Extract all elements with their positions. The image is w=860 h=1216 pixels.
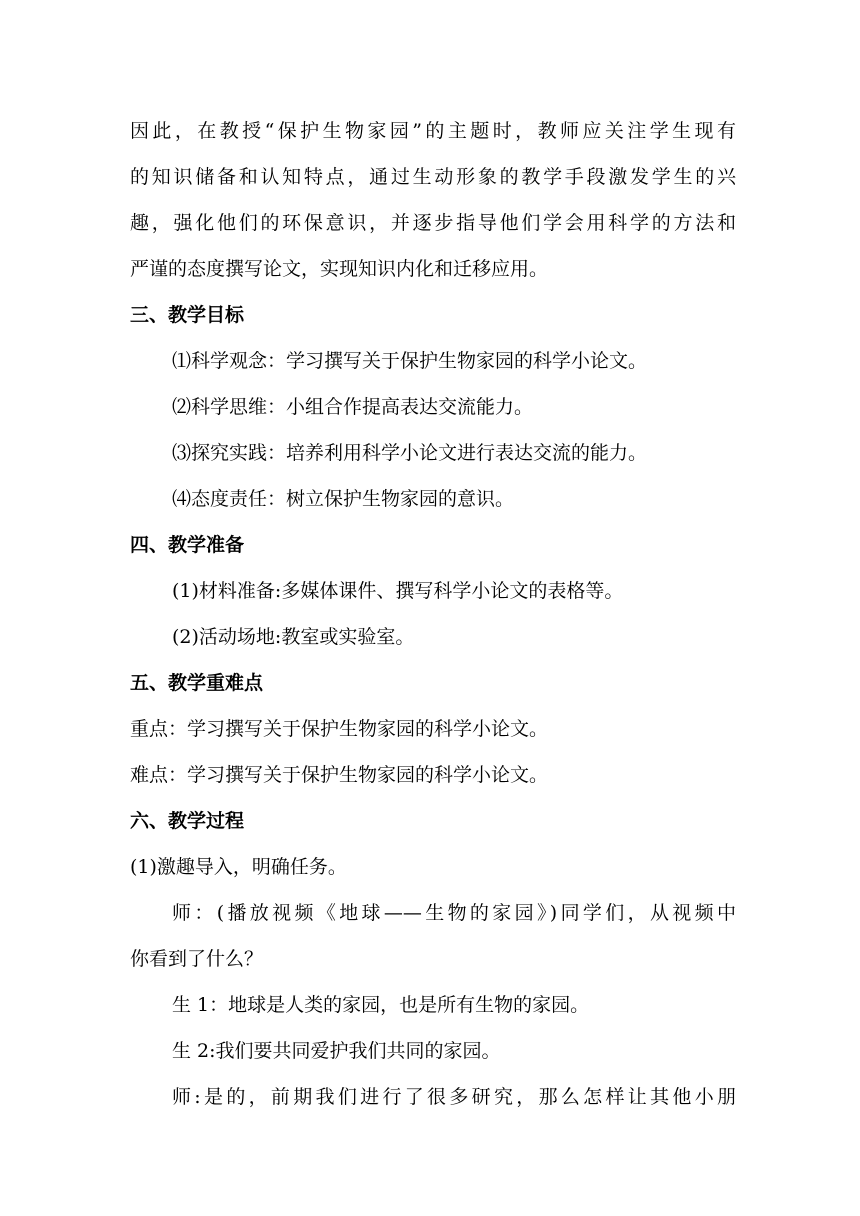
- key-point: 重点：学习撰写关于保护生物家园的科学小论文。: [130, 718, 549, 740]
- preparation-item: (1)材料准备:多媒体课件、撰写科学小论文的表格等。: [172, 580, 624, 602]
- dialogue-teacher-continued: 你看到了什么？: [130, 948, 264, 970]
- objective-item: ⑶探究实践：培养利用科学小论文进行表达交流的能力。: [172, 442, 648, 464]
- intro-line: 趣，强化他们的环保意识，并逐步指导他们学会用科学的方法和: [130, 212, 736, 234]
- section-heading-preparation: 四、教学准备: [130, 534, 245, 556]
- dialogue-student: 生 1：地球是人类的家园，也是所有生物的家园。: [172, 994, 590, 1016]
- document-page: [130, 108, 736, 1120]
- preparation-item: (2)活动场地:教室或实验室。: [172, 626, 415, 648]
- objective-item: ⑵科学思维：小组合作提高表达交流能力。: [172, 396, 534, 418]
- process-step: (1)激趣导入，明确任务。: [130, 856, 347, 878]
- intro-line: 的知识储备和认知特点，通过生动形象的教学手段激发学生的兴: [130, 166, 736, 188]
- dialogue-student: 生 2:我们要共同爱护我们共同的家园。: [172, 1040, 501, 1062]
- objective-item: ⑷态度责任：树立保护生物家园的意识。: [172, 488, 515, 510]
- dialogue-teacher: 师:是的，前期我们进行了很多研究，那么怎样让其他小朋: [172, 1086, 736, 1108]
- section-heading-key-points: 五、教学重难点: [130, 672, 264, 694]
- difficult-point: 难点：学习撰写关于保护生物家园的科学小论文。: [130, 764, 549, 786]
- intro-line: 严谨的态度撰写论文，实现知识内化和迁移应用。: [130, 258, 549, 280]
- objective-item: ⑴科学观念：学习撰写关于保护生物家园的科学小论文。: [172, 350, 648, 372]
- section-heading-process: 六、教学过程: [130, 810, 245, 832]
- dialogue-teacher: 师：(播放视频《地球——生物的家园》)同学们，从视频中: [172, 902, 736, 924]
- intro-line: 因此，在教授“保护生物家园”的主题时，教师应关注学生现有: [130, 120, 736, 142]
- section-heading-objectives: 三、教学目标: [130, 304, 245, 326]
